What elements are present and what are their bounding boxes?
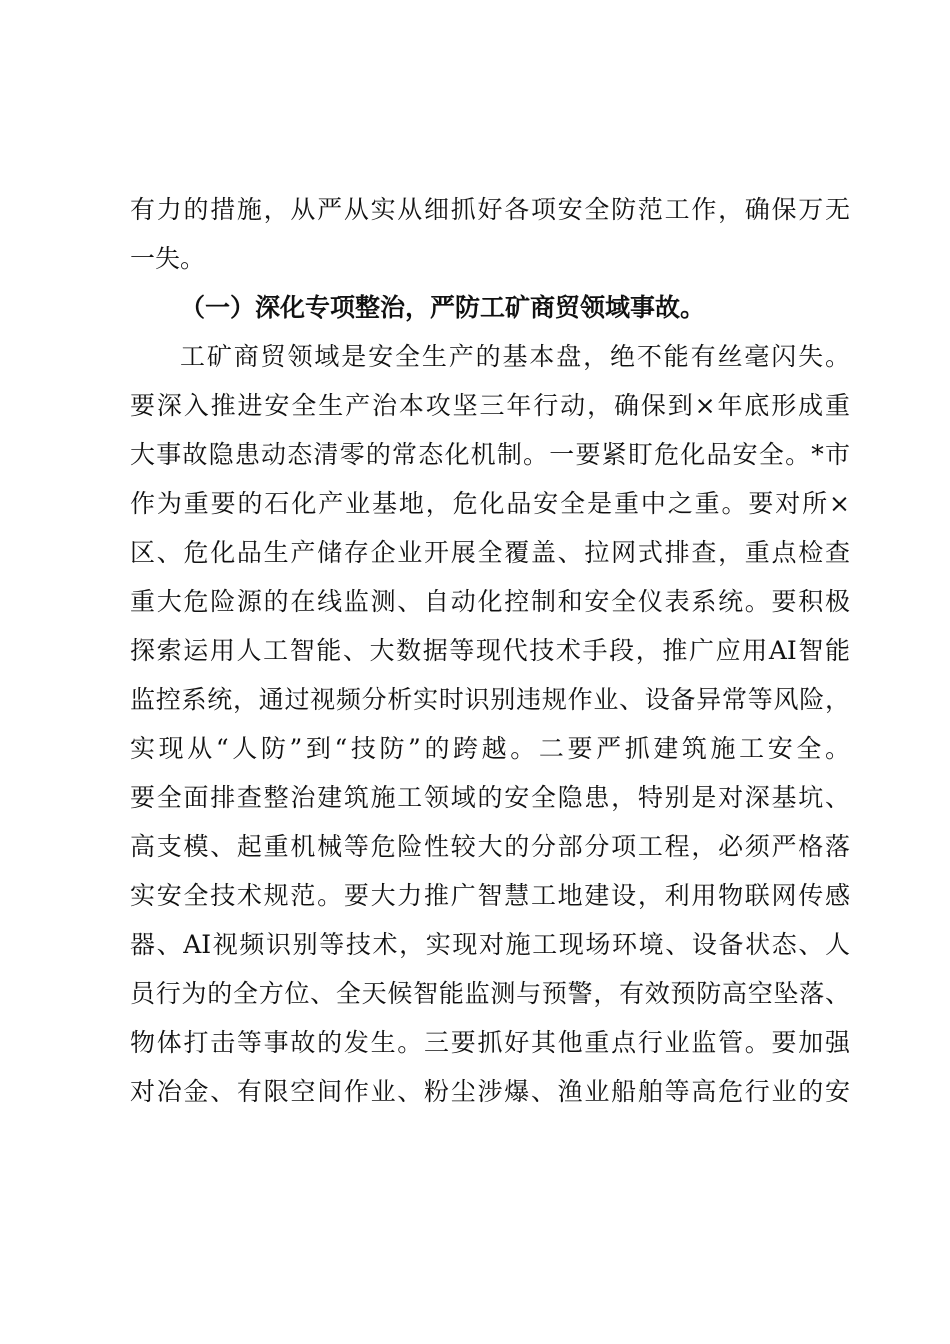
paragraph-2-line-6: 重大危险源的在线监测、自动化控制和安全仪表系统。要积极 [130, 587, 850, 616]
paragraph-1-line-1: 有力的措施，从严从实从细抓好各项安全防范工作，确保万无 [130, 195, 850, 224]
paragraph-1-line-2: 一失。 [130, 244, 206, 273]
paragraph-2-line-12: 实安全技术规范。要大力推广智慧工地建设，利用物联网传感 [130, 881, 850, 910]
paragraph-2-line-16: 对冶金、有限空间作业、粉尘涉爆、渔业船舶等高危行业的安 [130, 1077, 850, 1106]
paragraph-2-line-11: 高支模、起重机械等危险性较大的分部分项工程，必须严格落 [130, 832, 850, 861]
paragraph-2-line-1: 工矿商贸领域是安全生产的基本盘，绝不能有丝毫闪失。 [180, 342, 850, 371]
paragraph-2-line-5: 区、危化品生产储存企业开展全覆盖、拉网式排查，重点检查 [130, 538, 850, 567]
paragraph-2-line-2: 要深入推进安全生产治本攻坚三年行动，确保到×年底形成重 [130, 391, 850, 420]
document-page [130, 185, 850, 1116]
paragraph-2-line-4: 作为重要的石化产业基地，危化品安全是重中之重。要对所× [130, 489, 850, 518]
paragraph-2-line-14: 员行为的全方位、全天候智能监测与预警，有效预防高空坠落、 [130, 979, 850, 1008]
paragraph-2-line-3: 大事故隐患动态清零的常态化机制。一要紧盯危化品安全。*市 [130, 440, 850, 469]
paragraph-2-line-7: 探索运用人工智能、大数据等现代技术手段，推广应用AI智能 [130, 636, 850, 665]
paragraph-2-line-8: 监控系统，通过视频分析实时识别违规作业、设备异常等风险， [130, 685, 850, 714]
paragraph-2-line-13: 器、AI视频识别等技术，实现对施工现场环境、设备状态、人 [130, 930, 850, 959]
paragraph-2-line-10: 要全面排查整治建筑施工领域的安全隐患，特别是对深基坑、 [130, 783, 850, 812]
paragraph-2-line-9: 实现从“人防”到“技防”的跨越。二要严抓建筑施工安全。 [130, 734, 850, 763]
section-heading: （一）深化专项整治，严防工矿商贸领域事故。 [180, 293, 706, 322]
paragraph-2-line-15: 物体打击等事故的发生。三要抓好其他重点行业监管。要加强 [130, 1028, 850, 1057]
